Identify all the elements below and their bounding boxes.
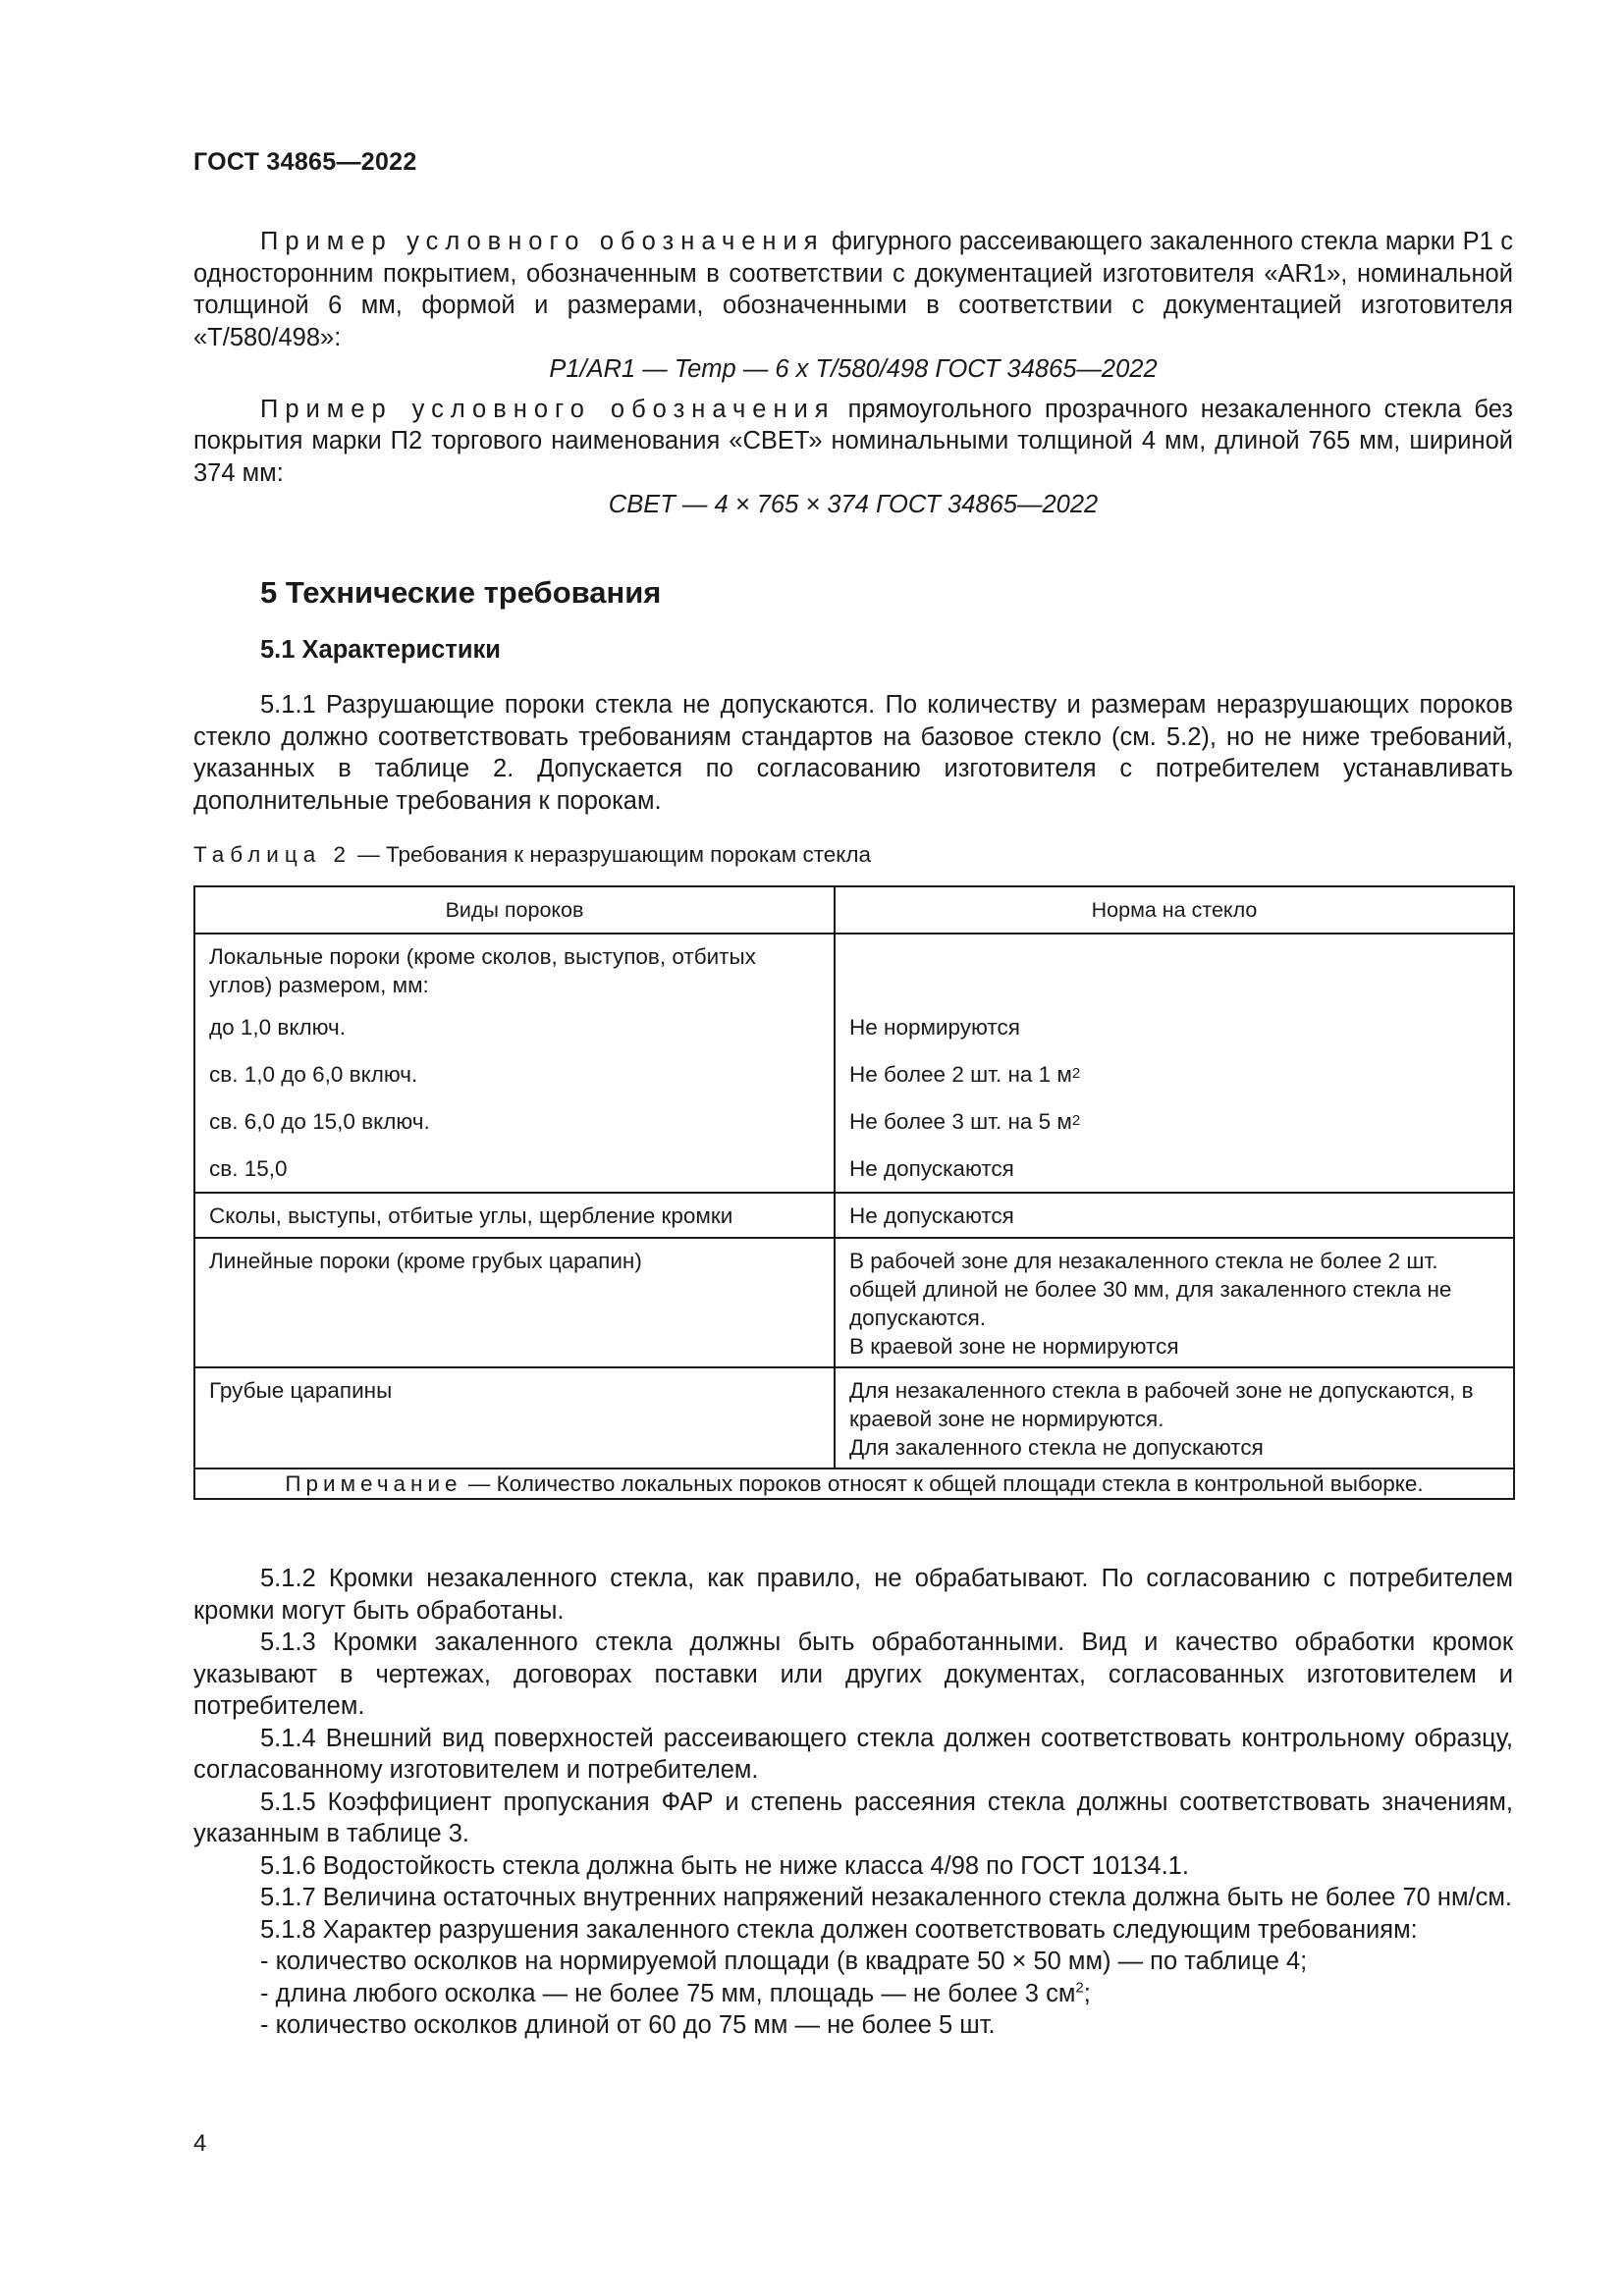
bullet-end: ; xyxy=(1083,1979,1091,2007)
example1-lead: Пример условного обозначения xyxy=(260,228,825,255)
bullet-item xyxy=(193,1978,1513,2010)
clause-5-1-1 xyxy=(193,689,1513,817)
linear-norm-line2: В краевой зоне не нормируются xyxy=(849,1334,1179,1359)
note-text: — Количество локальных пороков относят к общей площади стекла в контрольной выборке. xyxy=(461,1471,1424,1496)
scratch-norm-line2: Для закаленного стекла не допускаются xyxy=(849,1435,1264,1460)
scratch-norm xyxy=(835,1367,1514,1468)
chips-norm: Не допускаются xyxy=(835,1193,1514,1238)
local-norm-row xyxy=(849,1145,1499,1192)
local-norm-row xyxy=(849,1003,1499,1050)
col-header-norm: Норма на стекло xyxy=(835,886,1514,934)
document-header: ГОСТ 34865—2022 xyxy=(193,148,417,176)
paragraph-5-1-2: 5.1.2 Кромки незакаленного стекла, как правило, не обрабатывают. По согласованию с потребителем кромки могут быть обработаны. xyxy=(193,1565,1513,1625)
example2-formula: СВЕТ — 4 × 765 × 374 ГОСТ 34865—2022 xyxy=(608,491,1099,518)
local-defects-cell xyxy=(194,934,835,1193)
linear-norm-line1: В рабочей зоне для незакаленного стекла не более 2 шт. общей длиной не более 30 мм, для закаленного стекла не допускаются. xyxy=(849,1249,1452,1330)
local-norm-text: Не нормируются xyxy=(849,1014,1020,1040)
example2-lead: Пример условного обозначения xyxy=(260,395,836,423)
table2-caption-lead: Таблица 2 xyxy=(193,842,352,867)
paragraph-5-1-4: 5.1.4 Внешний вид поверхностей рассеивающего стекла должен соответствовать контрольному образцу, согласованному изготовителем и потребителем. xyxy=(193,1724,1513,1784)
local-norm-text: Не допускаются xyxy=(849,1155,1014,1181)
paragraph-5-1-5: 5.1.5 Коэффициент пропускания ФАР и степень рассеяния стекла должны соответствовать значениям, указанным в таблице 3. xyxy=(193,1788,1513,1847)
paragraph-5-1-6: 5.1.6 Водостойкость стекла должна быть не ниже класса 4/98 по ГОСТ 10134.1. xyxy=(260,1851,1189,1880)
local-defects-title: Локальные пороки (кроме сколов, выступов, отбитых углов) размером, мм: xyxy=(209,944,756,997)
paragraph-5-1-7: 5.1.7 Величина остаточных внутренних напряжений незакаленного стекла должна быть не более 70 нм/см. xyxy=(260,1884,1512,1911)
local-norm-text: Не более 2 шт. на 1 м xyxy=(849,1061,1072,1087)
table-row-scratches xyxy=(194,1367,1514,1468)
bullet-item: - количество осколков на нормируемой площади (в квадрате 50 × 50 мм) — по таблице 4; xyxy=(260,1948,1308,1975)
table2-caption xyxy=(193,842,871,868)
linear-norm xyxy=(835,1238,1514,1367)
linear-label: Линейные пороки (кроме грубых царапин) xyxy=(194,1238,835,1367)
local-norms-cell xyxy=(835,934,1514,1193)
col-header-defect-types: Виды пороков xyxy=(194,886,835,934)
local-norm-text: Не более 3 шт. на 5 м xyxy=(849,1108,1072,1134)
paragraph-5-1-1: 5.1.1 Разрушающие пороки стекла не допускаются. По количеству и размерам неразрушающих пороков стекло должно соответствовать требованиям стандартов на базовое стекло (см. 5.2), но не ниже требований, указанных в таблице 2. Допускается по согласованию изготовителя с потребителем устанавливать дополнительные требования к порокам. xyxy=(193,691,1513,815)
bullet-text: - длина любого осколка — не более 75 мм, площадь — не более 3 см xyxy=(260,1979,1076,2007)
chips-label: Сколы, выступы, отбитые углы, щербление кромки xyxy=(194,1193,835,1238)
local-norm-row: Не более 2 шт. на 1 м 2 xyxy=(849,1061,1081,1087)
paragraph-5-1-3: 5.1.3 Кромки закаленного стекла должны быть обработанными. Вид и качество обработки кромок указывают в чертежах, договорах поставки или других документах, согласованных изготовителем и потребителем. xyxy=(193,1629,1513,1720)
example1-text: фигурного рассеивающего закаленного стекла марки Р1 с односторонним покрытием, обозначенным в соответствии с документацией изготовителя «AR1», номинальной толщиной 6 мм, формой и размерами, обозначенными в соответствии с документацией изготовителя «T/580/498»: xyxy=(193,228,1513,351)
table-note xyxy=(194,1468,1514,1499)
table-row-linear xyxy=(194,1238,1514,1367)
local-size-row: св. 6,0 до 15,0 включ. xyxy=(209,1108,430,1134)
local-size-row: св. 1,0 до 6,0 включ. xyxy=(209,1061,418,1087)
example1-formula: P1/AR1 — Temp — 6 x T/580/498 ГОСТ 34865—2022 xyxy=(549,355,1158,383)
section-5-title: 5 Технические требования xyxy=(260,575,662,610)
local-norm-row: Не более 3 шт. на 5 м 2 xyxy=(849,1108,1081,1134)
designation-examples xyxy=(193,226,1513,521)
table-row-chips xyxy=(194,1193,1514,1238)
defects-table xyxy=(193,885,1515,1500)
table-row-local-defects xyxy=(194,934,1514,1193)
clauses-5-1-2-to-5-1-8 xyxy=(193,1563,1513,2042)
example2-paragraph xyxy=(193,394,1513,490)
local-size-row: св. 15,0 xyxy=(209,1155,288,1181)
local-size-row: до 1,0 включ. xyxy=(209,1014,346,1040)
note-lead: Примечание xyxy=(285,1471,462,1496)
scratch-label: Грубые царапины xyxy=(194,1367,835,1468)
table-header-row xyxy=(194,886,1514,934)
bullet-item: - количество осколков длиной от 60 до 75 мм — не более 5 шт. xyxy=(260,2011,996,2039)
table2-caption-text: — Требования к неразрушающим порокам стекла xyxy=(352,842,872,867)
superscript: 2 xyxy=(1075,1979,1084,1996)
page-number: 4 xyxy=(193,2130,207,2157)
example1-paragraph xyxy=(193,226,1513,353)
local-norms-spacer xyxy=(849,934,1499,1003)
table-row-note xyxy=(194,1468,1514,1499)
subsection-5-1-title: 5.1 Характеристики xyxy=(260,636,501,664)
scratch-norm-line1: Для незакаленного стекла в рабочей зоне не допускаются, в краевой зоне не нормируются. xyxy=(849,1378,1474,1431)
example2-text: прямоугольного прозрачного незакаленного стекла без покрытия марки П2 торгового наименования «СВЕТ» номинальными толщиной 4 мм, длиной 765 мм, шириной 374 мм: xyxy=(193,395,1514,487)
paragraph-5-1-8: 5.1.8 Характер разрушения закаленного стекла должен соответствовать следующим требованиям: xyxy=(260,1915,1418,1944)
